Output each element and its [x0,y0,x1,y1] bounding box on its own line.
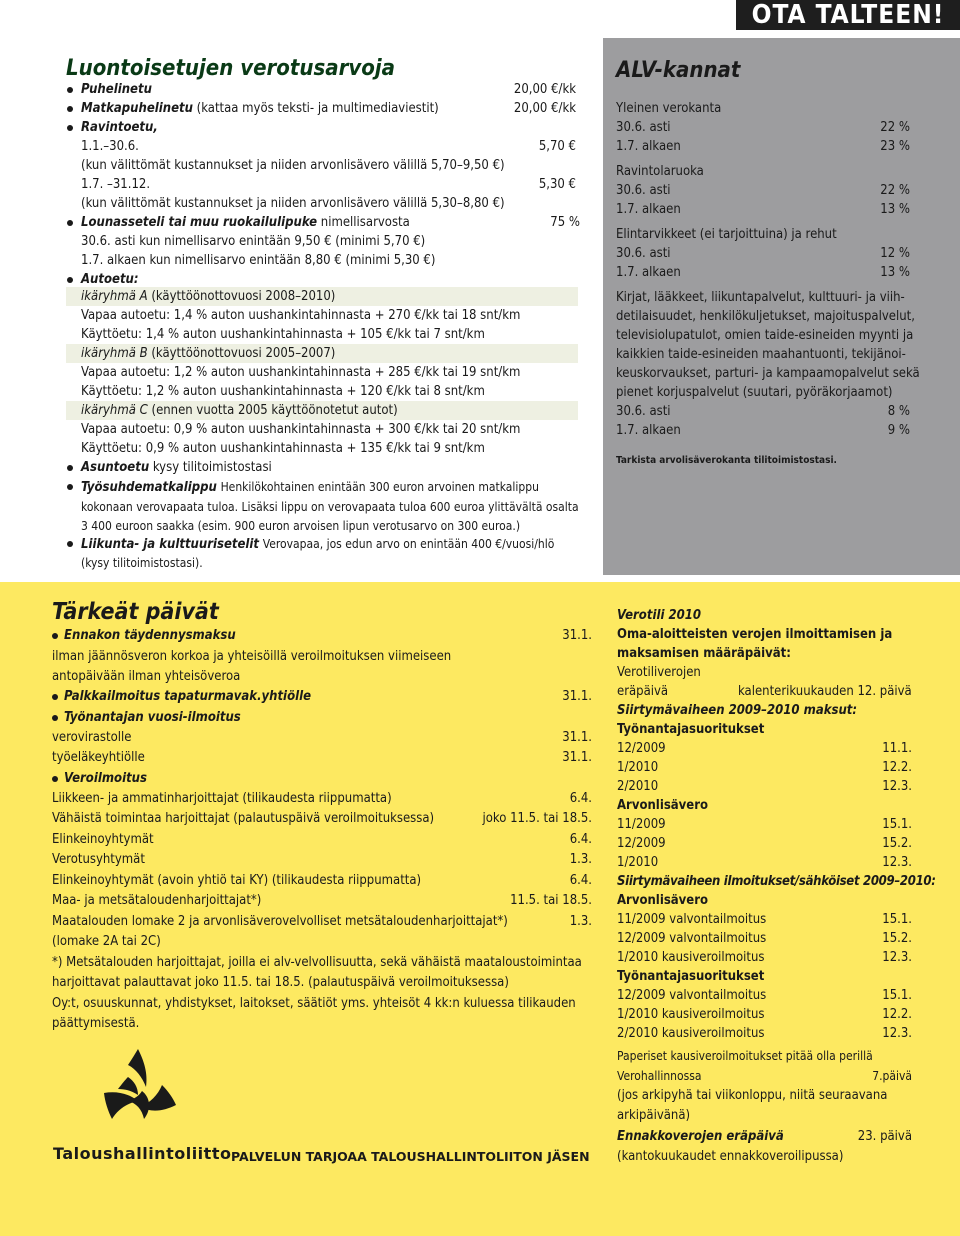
verotili-w2-value: 15.2. [882,931,912,946]
member-text: PALVELUN TARJOAA TALOUSHALLINTOLIITON JÄSEN [231,1149,590,1164]
taloushallintoliitto-logo-icon [98,1047,180,1131]
dates-l01: Ennakon täydennysmaksu [64,628,236,643]
commute-line [81,479,539,496]
verotili-e2-value: 12.2. [882,760,912,775]
dates-v04: 31.1. [562,689,592,704]
vat-panel [603,38,960,575]
dates-l19: Oy:t, osuuskunnat, yhdistykset, laitokset, säätiöt yms. yhteisöt 4 kk:n kuluessa tilikauden [52,996,576,1011]
dates-l12: Verotusyhtymät [52,852,145,867]
meal-p1-dates: 1.1.–30.6. [81,139,139,154]
vat-books-1: Kirjat, lääkkeet, liikuntapalvelut, kulttuuri- ja viih- [616,290,905,305]
dates-l10: Vähäistä toimintaa harjoittajat (palautuspäivä veroilmoituksessa) [52,811,435,826]
vat-f1-value: 12 % [880,246,910,261]
vat-g2-label: 1.7. alkaen [616,139,681,154]
verotili-vat: Arvonlisävero [617,798,709,813]
lunch-line [81,215,410,231]
vat-b1-value: 8 % [887,404,910,419]
verotili-e2-label: 1/2010 [617,760,659,775]
bullet-icon [67,465,73,471]
group-b-name: ikäryhmä B [81,346,148,361]
meal-p2-value: 5,30 € [538,177,576,192]
housing-note: kysy tilitoimistostasi [152,460,272,475]
vat-b1-label: 30.6. asti [616,404,671,419]
lunch-p2: 1.7. alkaen kun nimellisarvo enintään 8,80 € (minimi 5,30 €) [81,253,436,268]
commute-note1: Henkilökohtainen enintään 300 euron arvoinen matkalippu [220,480,539,494]
verotili-a2-label: eräpäivä [617,684,669,699]
vat-food-label: Elintarvikkeet (ei tarjoittuina) ja rehut [616,227,837,242]
dates-l04: Palkkailmoitus tapaturmavak.yhtiölle [64,689,312,704]
dates-l18: harjoittavat palauttavat joko 11.5. tai 18.5. (palautuspäivä veroilmoituksessa) [52,975,509,990]
sport-note: Verovapaa, jos edun arvo on enintään 400 €/vuosi/hlö [262,537,555,551]
group-c-free: Vapaa autoetu: 0,9 % auton uushankintahinnasta + 300 €/kk tai 20 snt/km [81,422,521,437]
meal-label: Ravintoetu, [81,120,158,135]
sport-note2: (kysy tilitoimistostasi). [81,556,203,570]
bullet-icon [52,715,58,721]
verotili-adv-value: 23. päivä [857,1129,912,1144]
verotili-v1-value: 15.1. [882,817,912,832]
verotili-w1-value: 15.1. [882,912,912,927]
dates-l20: päättymisestä. [52,1016,140,1031]
bullet-icon [67,484,73,490]
dates-v13: 6.4. [569,873,592,888]
verotili-a2-value: kalenterikuukauden 12. päivä [738,684,912,699]
vat-f2-value: 13 % [880,265,910,280]
phone-value: 20,00 €/kk [513,82,576,97]
lunch-p1: 30.6. asti kun nimellisarvo enintään 9,50 € (minimi 5,70 €) [81,234,426,249]
verotili-x3-label: 2/2010 kausiveroilmoitus [617,1026,765,1041]
verotili-w1-label: 11/2009 valvontailmoitus [617,912,767,927]
verotili-h2: maksamisen määräpäivät: [617,646,791,661]
verotili-e1-label: 12/2009 [617,741,666,756]
meal-p1-value: 5,70 € [538,139,576,154]
sport-line [81,536,554,553]
group-b-years: (käyttöönottovuosi 2005–2007) [151,346,336,361]
lunch-label: Lounasseteli tai muu ruokailulipuke [81,215,318,230]
bullet-icon [67,541,73,547]
dates-l08: Veroilmoitus [64,771,147,786]
mobile-note: (kattaa myös teksti- ja multimediaviestit) [196,101,439,116]
dates-l07: työeläkeyhtiölle [52,750,145,765]
vat-g2-value: 23 % [880,139,910,154]
meal-p2-note: (kun välittömät kustannukset ja niiden arvonlisävero välillä 5,30–8,80 €) [81,196,505,211]
phone-label: Puhelinetu [81,82,152,97]
vat-books-5: keuskorvaukset, parturi- ja kampaamopalvelut sekä [616,366,920,381]
group-c-heading [81,403,398,419]
verotili-x3-value: 12.3. [882,1026,912,1041]
dates-v09: 6.4. [569,791,592,806]
verotili-x2-value: 12.2. [882,1007,912,1022]
group-c-use: Käyttöetu: 0,9 % auton uushankintahinnasta + 135 €/kk tai 9 snt/km [81,441,485,456]
group-a-use: Käyttöetu: 1,4 % auton uushankintahinnasta + 105 €/kk tai 7 snt/km [81,327,485,342]
dates-v10: joko 11.5. tai 18.5. [482,811,592,826]
vat-f2-label: 1.7. alkaen [616,265,681,280]
verotili-a1: Verotiliverojen [617,665,701,680]
verotili-v2-label: 12/2009 [617,836,666,851]
bullet-icon [52,776,58,782]
dates-l02: ilman jäännösveron korkoa ja yhteisöillä veroilmoituksen viimeiseen [52,649,452,664]
bullet-icon [52,633,58,639]
verotili-p2-value: 7.päivä [872,1069,912,1083]
verotili-p1: Paperiset kausiveroilmoitukset pitää olla perillä [617,1049,873,1063]
group-a-years: (käyttöönottovuosi 2008–2010) [151,289,336,304]
vat-g1-value: 22 % [880,120,910,135]
vat-r2-value: 13 % [880,202,910,217]
ota-talteen-badge: OTA TALTEEN! [736,0,960,30]
group-b-heading [81,346,335,362]
group-a-free: Vapaa autoetu: 1,4 % auton uushankintahinnasta + 270 €/kk tai 18 snt/km [81,308,521,323]
group-c-name: ikäryhmä C [81,403,148,418]
dates-l05: Työnantajan vuosi-ilmoitus [64,710,241,725]
commute-note3: 3 400 euroon saakka (esim. 900 euron arvoisen lipun verotusarvo on 300 euroa.) [81,519,521,533]
vat-general-label: Yleinen verokanta [616,101,722,116]
dates-v06: 31.1. [562,730,592,745]
verotili-title: Verotili 2010 [617,608,702,623]
verotili-v2-value: 15.2. [882,836,912,851]
dates-v11: 6.4. [569,832,592,847]
verotili-adv-label: Ennakkoverojen eräpäivä [617,1129,784,1144]
mobile-line [81,101,439,117]
verotili-p3: (jos arkipyhä tai viikonloppu, niitä seuraavana [617,1088,888,1103]
verotili-p4: arkipäivänä) [617,1108,691,1123]
commute-label: Työsuhdematkalippu [81,480,217,495]
meal-p1-note: (kun välittömät kustannukset ja niiden arvonlisävero välillä 5,70–9,50 €) [81,158,505,173]
vat-r1-label: 30.6. asti [616,183,671,198]
group-b-free: Vapaa autoetu: 1,2 % auton uushankintahinnasta + 285 €/kk tai 19 snt/km [81,365,521,380]
dates-l03: antopäivään ilman yhteisöveroa [52,669,241,684]
dates-title: Tärkeät päivät [52,599,219,625]
verotili-x2-label: 1/2010 kausiveroilmoitus [617,1007,765,1022]
group-a-heading [81,289,335,305]
vat-r1-value: 22 % [880,183,910,198]
verotili-trans1: Siirtymävaiheen 2009–2010 maksut: [617,703,858,718]
vat-books-2: detilaisuudet, henkilökuljetukset, majoituspalvelut, [616,309,915,324]
verotili-w2-label: 12/2009 valvontailmoitus [617,931,767,946]
bullet-icon [52,694,58,700]
vat-g1-label: 30.6. asti [616,120,671,135]
verotili-emp2: Työnantajasuoritukset [617,969,765,984]
dates-l14: Maa- ja metsätaloudenharjoittajat*) [52,893,262,908]
benefits-title: Luontoisetujen verotusarvoja [66,56,395,81]
bullet-icon [67,87,73,93]
verotili-e3-label: 2/2010 [617,779,659,794]
verotili-x1-value: 15.1. [882,988,912,1003]
dates-l13: Elinkeinoyhtymät (avoin yhtiö tai KY) (tilikaudesta riippumatta) [52,873,422,888]
vat-title: ALV-kannat [616,58,741,83]
vat-f1-label: 30.6. asti [616,246,671,261]
commute-note2: kokonaan verovapaata tuloa. Lisäksi lippu on verovapaata tuloa 600 euroa ylittävältä osalta [81,500,579,514]
dates-l06: verovirastolle [52,730,132,745]
group-c-years: (ennen vuotta 2005 käyttöönotetut autot) [151,403,398,418]
housing-line [81,460,272,476]
vat-r2-label: 1.7. alkaen [616,202,681,217]
vat-note: Tarkista arvolisäverokanta tilitoimistostasi. [616,455,837,466]
verotili-trans2: Siirtymävaiheen ilmoitukset/sähköiset 2009–2010: [617,874,936,889]
dates-l15: Maatalouden lomake 2 ja arvonlisäverovelvolliset metsätaloudenharjoittajat*) [52,914,508,929]
bullet-icon [67,277,73,283]
verotili-h1: Oma-aloitteisten verojen ilmoittamisen ja [617,627,893,642]
mobile-value: 20,00 €/kk [513,101,576,116]
dates-v07: 31.1. [562,750,592,765]
vat-books-3: televisiolupatulot, omien taide-esineiden myynti ja [616,328,914,343]
dates-l09: Liikkeen- ja ammatinharjoittajat (tilikaudesta riippumatta) [52,791,392,806]
lunch-value: 75 % [550,215,580,230]
vat-rest-label: Ravintolaruoka [616,164,704,179]
verotili-p2-label: Verohallinnossa [617,1069,702,1083]
vat-books-6: pienet korjuspalvelut (suutari, pyöräkorjaamot) [616,385,893,400]
dates-v15: 1.3. [569,914,592,929]
verotili-w3-value: 12.3. [882,950,912,965]
verotili-emp: Työnantajasuoritukset [617,722,765,737]
car-label: Autoetu: [81,272,139,287]
dates-l17: *) Metsätalouden harjoittajat, joilla ei alv-velvollisuutta, sekä vähäistä maataloustoimintaa [52,955,582,970]
group-b-use: Käyttöetu: 1,2 % auton uushankintahinnasta + 120 €/kk tai 8 snt/km [81,384,485,399]
verotili-e1-value: 11.1. [882,741,912,756]
bullet-icon [67,220,73,226]
bullet-icon [67,125,73,131]
dates-v12: 1.3. [569,852,592,867]
mobile-label: Matkapuhelinetu [81,101,193,116]
meal-p2-dates: 1.7. –31.12. [81,177,151,192]
verotili-v1-label: 11/2009 [617,817,666,832]
vat-b2-value: 9 % [887,423,910,438]
logo-text: Taloushallintoliitto [53,1144,232,1163]
vat-books-4: kaikkien taide-esineiden maahantuonti, tekijänoi- [616,347,906,362]
lunch-note: nimellisarvosta [320,215,410,230]
sport-label: Liikunta- ja kulttuurisetelit [81,537,260,552]
dates-v14: 11.5. tai 18.5. [510,893,592,908]
verotili-vat2: Arvonlisävero [617,893,709,908]
vat-b2-label: 1.7. alkaen [616,423,681,438]
housing-label: Asuntoetu [81,460,150,475]
dates-v01: 31.1. [562,628,592,643]
verotili-w3-label: 1/2010 kausiveroilmoitus [617,950,765,965]
verotili-v3-value: 12.3. [882,855,912,870]
dates-l11: Elinkeinoyhtymät [52,832,154,847]
verotili-x1-label: 12/2009 valvontailmoitus [617,988,767,1003]
verotili-adv-note: (kantokuukaudet ennakkoveroilipussa) [617,1149,844,1164]
bullet-icon [67,106,73,112]
dates-l16: (lomake 2A tai 2C) [52,934,161,949]
verotili-v3-label: 1/2010 [617,855,659,870]
group-a-name: ikäryhmä A [81,289,148,304]
verotili-e3-value: 12.3. [882,779,912,794]
